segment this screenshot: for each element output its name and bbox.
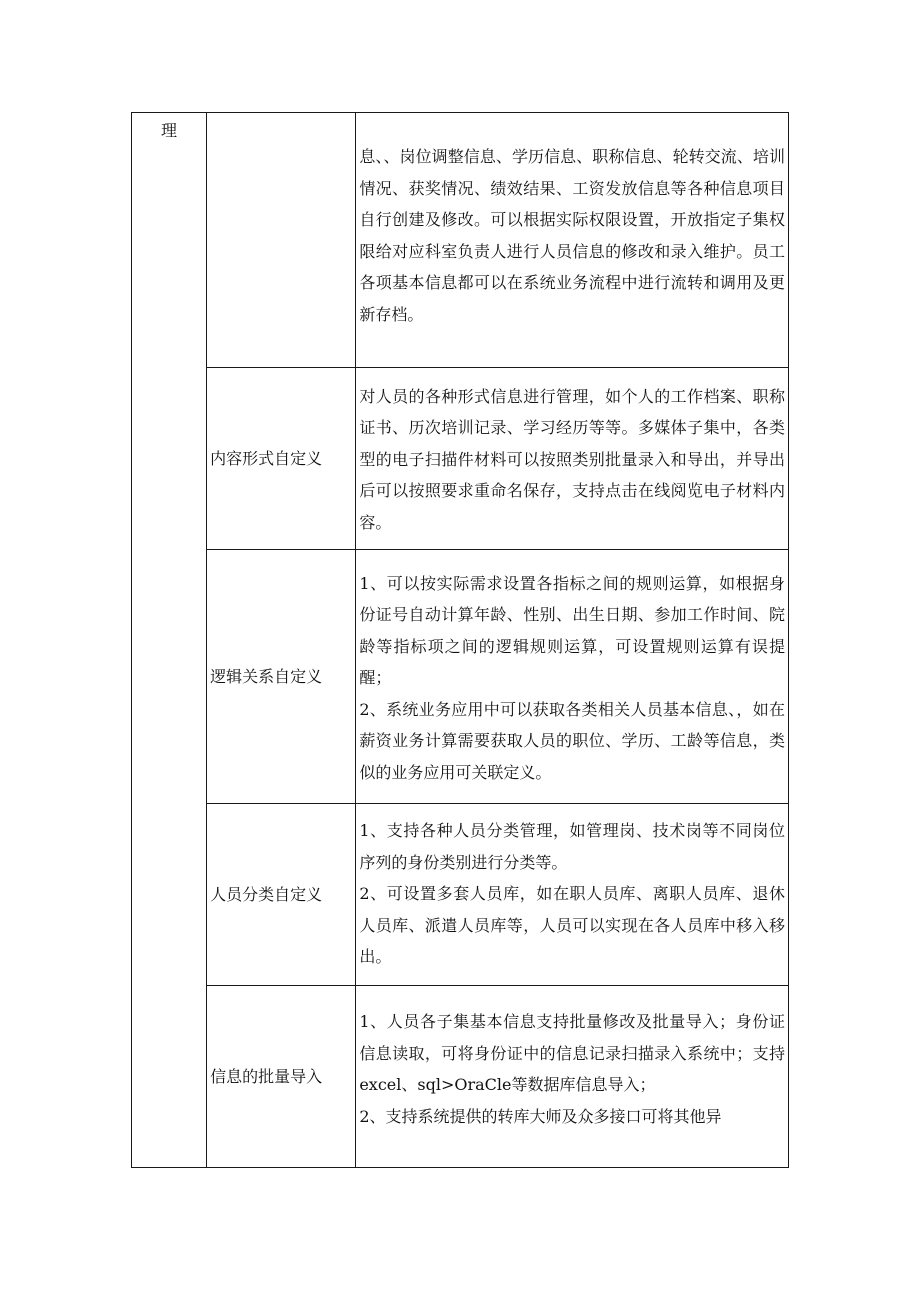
table-row (132, 113, 789, 368)
description-paragraph: 息、、岗位调整信息、学历信息、职称信息、轮转交流、培训情况、获奖情况、绩效结果、工资发放信息等各种信息项目自行创建及修改。可以根据实际权限设置，开放指定子集权限给对应科室负责人进行人员信息的修改和录入维护。员工各项基本信息都可以在系统业务流程中进行流转和调用及更新存档。 (359, 147, 785, 324)
description-paragraph: 1、可以按实际需求设置各指标之间的规则运算，如根据身份证号自动计算年龄、性别、出生日期、参加工作时间、院龄等指标项之间的逻辑规则运算，可设置规则运算有误提醒； (359, 573, 785, 688)
item-cell (207, 368, 356, 550)
description-paragraph: 1、人员各子集基本信息支持批量修改及批量导入；身份证信息读取，可将身份证中的信息记录扫描录入系统中；支持excel、sql>OraCle等数据库信息导入； (359, 1012, 785, 1094)
item-cell (207, 804, 356, 986)
table-row (132, 804, 789, 986)
description-cell (356, 804, 789, 986)
description-paragraph: 2、可设置多套人员库，如在职人员库、离职人员库、退休人员库、派遣人员库等，人员可以实现在各人员库中移入移出。 (359, 884, 785, 967)
item-label: 逻辑关系自定义 (210, 666, 323, 686)
table-row (132, 986, 789, 1168)
item-label: 内容形式自定义 (210, 448, 323, 468)
description-cell (356, 550, 789, 804)
spec-table (131, 112, 789, 1168)
description-cell (356, 986, 789, 1168)
description-paragraph: 1、支持各种人员分类管理，如管理岗、技术岗等不同岗位序列的身份类别进行分类等。 (359, 821, 785, 872)
item-cell (207, 550, 356, 804)
category-label: 理 (161, 121, 178, 140)
item-cell (207, 113, 356, 368)
description-paragraph: 2、系统业务应用中可以获取各类相关人员基本信息、，如在薪资业务计算需要获取人员的职位、学历、工龄等信息，类似的业务应用可关联定义。 (359, 699, 785, 782)
item-label: 信息的批量导入 (210, 1066, 323, 1086)
table-row (132, 368, 789, 550)
description-paragraph: 2、支持系统提供的转库大师及众多接口可将其他异 (359, 1106, 722, 1126)
item-label: 人员分类自定义 (210, 884, 323, 904)
table-row (132, 550, 789, 804)
item-cell (207, 986, 356, 1168)
description-cell (356, 368, 789, 550)
category-cell (132, 113, 207, 1168)
description-cell (356, 113, 789, 368)
description-paragraph: 对人员的各种形式信息进行管理，如个人的工作档案、职称证书、历次培训记录、学习经历等等。多媒体子集中，各类型的电子扫描件材料可以按照类别批量录入和导出，并导出后可以按照要求重命名保存，支持点击在线阅览电子材料内容。 (359, 386, 785, 532)
